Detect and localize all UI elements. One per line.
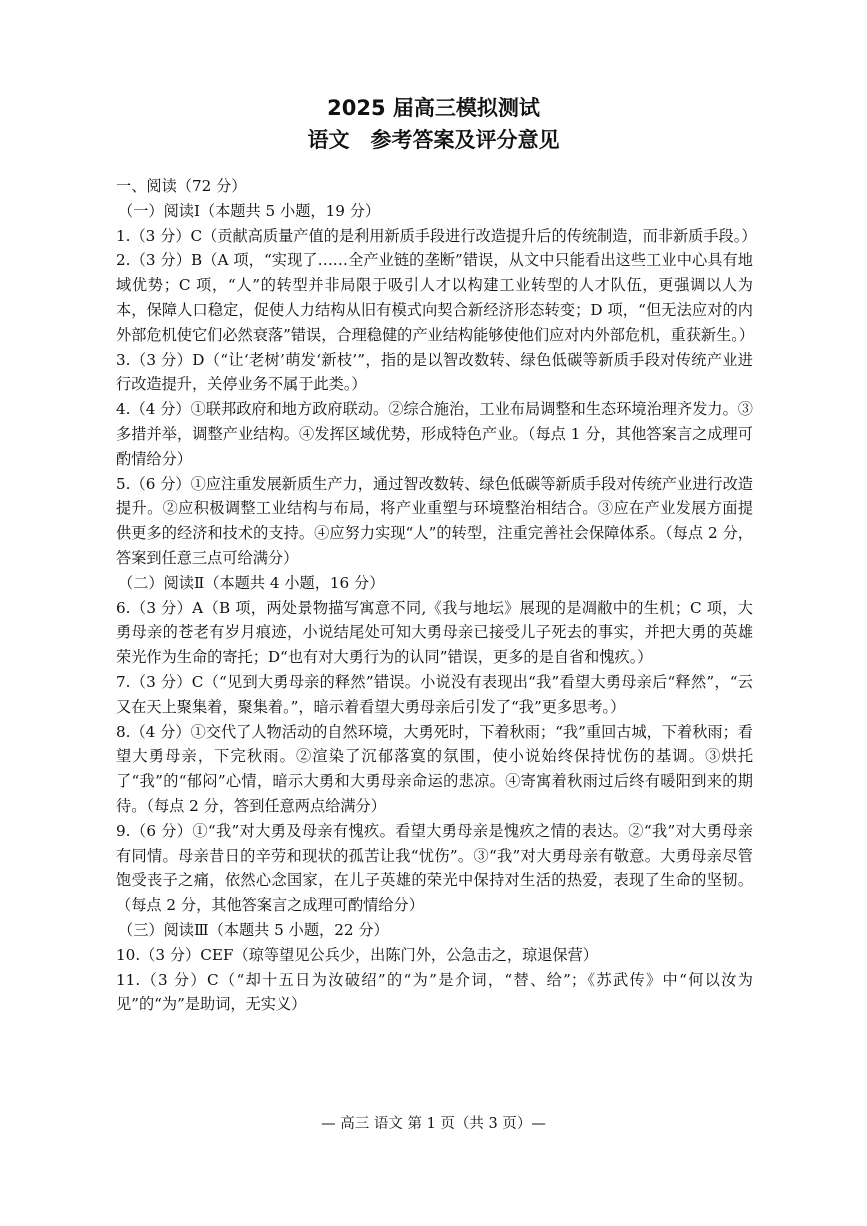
answer-q7: 7.（3 分）C（“见到大勇母亲的释然”错误。小说没有表现出“我”看望大勇母亲后“释然”，“云又在天上聚集着，聚集着。”，暗示着看望大勇母亲后引发了“我”更多思考。） — [116, 672, 753, 716]
answer-q4: 4.（4 分）①联邦政府和地方政府联动。②综合施治，工业布局调整和生态环境治理齐发力。③多措并举，调整产业结构。④发挥区域优势，形成特色产业。（每点 1 分，其他答案言之成理可酌情给分） — [116, 400, 753, 468]
document-title: 2025 届高三模拟测试 — [327, 96, 540, 120]
answer-q11: 11.（3 分）C（“却十五日为汝破绍”的“为”是介词，“替、给”；《苏武传》中“何以汝为见”的“为”是助词，无实义） — [116, 970, 753, 1014]
page-footer: — 高三 语文 第 1 页（共 3 页）— — [321, 1116, 546, 1132]
answer-q9: 9.（6 分）①“我”对大勇及母亲有愧疚。看望大勇母亲是愧疚之情的表达。②“我”对大勇母亲有同情。母亲昔日的辛劳和现状的孤苦让我“忧伤”。③“我”对大勇母亲有敬意。大勇母亲尽管饱受丧子之痛，依然心念国家，在儿子英雄的荣光中保持对生活的热爱，表现了生命的坚韧。（每点 2 分，其他答案言之成理可酌情给分） — [116, 821, 753, 915]
answer-q8: 8.（4 分）①交代了人物活动的自然环境，大勇死时，下着秋雨；“我”重回古城，下着秋雨；看望大勇母亲，下完秋雨。②渲染了沉郁落寞的氛围，使小说始终保持忧伤的基调。③烘托了“我”的“郁闷”心情，暗示大勇和大勇母亲命运的悲凉。④寄寓着秋雨过后终有暖阳到来的期待。（每点 2 分，答到任意两点给满分） — [116, 722, 753, 815]
answer-q2: 2.（3 分）B（A 项，“实现了……全产业链的垄断”错误，从文中只能看出这些工业中心具有地域优势；C 项，“人”的转型并非局限于吸引人才以构建工业转型的人才队伍，更强调以人为本，保障人口稳定，促使人力结构从旧有模式向契合新经济形态转变；D 项，“但无法应对的内外部危机使它们必然衰落”错误，合理稳健的产业结构能够使他们应对内外部危机，重获新生。） — [116, 251, 755, 344]
answer-q6: 6.（3 分）A（B 项，两处景物描写寓意不同,《我与地坛》展现的是凋敝中的生机；C 项，大勇母亲的苍老有岁月痕迹，小说结尾处可知大勇母亲已接受儿子死去的事实，并把大勇的英雄荣光作为生命的寄托；D“也有对大勇行为的认同”错误，更多的是自省和愧疚。） — [116, 598, 753, 667]
part-heading-reading-3: （三）阅读Ⅲ（本题共 5 小题，22 分） — [118, 920, 389, 939]
answer-q10: 10.（3 分）CEF（琼等望见公兵少，出陈门外，公急击之，琼退保营） — [116, 945, 598, 964]
part-heading-reading-1: （一）阅读Ⅰ（本题共 5 小题，19 分） — [118, 201, 381, 220]
section-heading-reading: 一、阅读（72 分） — [116, 177, 247, 195]
answer-q5: 5.（6 分）①应注重发展新质生产力，通过智改数转、绿色低碳等新质手段对传统产业进行改造提升。②应积极调整工业结构与布局，将产业重塑与环境整治相结合。③应在产业发展方面提供更多的经济和技术的支持。④应努力实现“人”的转型，注重完善社会保障体系。（每点 2 分，答案到任意三点可给满分） — [116, 474, 753, 567]
answer-content — [116, 174, 757, 1017]
answer-q3: 3.（3 分）D（“让‘老树’萌发‘新枝’”，指的是以智改数转、绿色低碳等新质手段对传统产业进行改造提升，关停业务不属于此类。） — [116, 350, 753, 394]
part-heading-reading-2: （二）阅读Ⅱ（本题共 4 小题，16 分） — [118, 573, 385, 592]
document-subtitle: 语文 参考答案及评分意见 — [307, 128, 560, 152]
answer-q1: 1.（3 分）C（贡献高质量产值的是利用新质手段进行改造提升后的传统制造，而非新质手段。） — [116, 226, 757, 245]
